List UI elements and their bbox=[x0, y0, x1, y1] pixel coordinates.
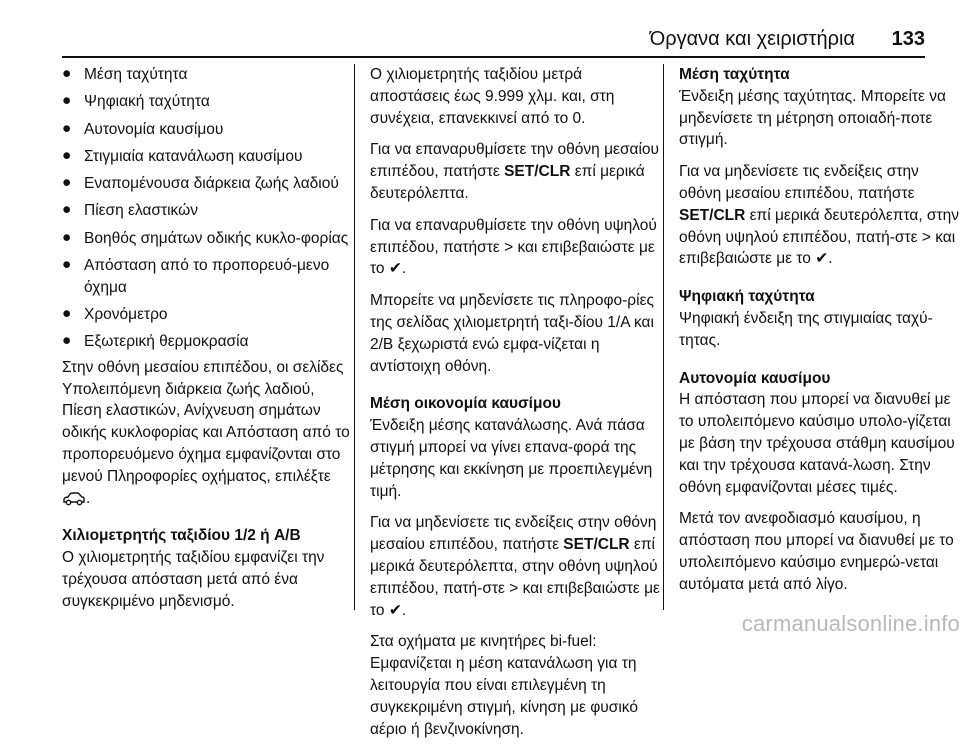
paragraph: Ψηφιακή ένδειξη της στιγμιαίας ταχύ-τητας. bbox=[679, 309, 933, 349]
column-3 bbox=[679, 64, 960, 606]
bullet-icon: ● bbox=[62, 201, 72, 219]
list-item: ● Εναπομένουσα διάρκεια ζωής λαδιού bbox=[62, 174, 339, 193]
section-heading: Μέση ταχύτητα bbox=[679, 66, 790, 83]
watermark: carmanualsonline.info bbox=[741, 611, 960, 636]
column-divider bbox=[354, 64, 355, 610]
list-item: ● Εξωτερική θερμοκρασία bbox=[62, 332, 249, 351]
paragraph: Για να μηδενίσετε τις ενδείξεις στην οθόνη μεσαίου επιπέδου, πατήστε SET/CLR επί μερικά δευτερόλεπτα, στην οθόνη υψηλού επιπέδου, πατή-στε > και επιβεβαιώστε με το ✔. bbox=[679, 163, 959, 268]
bullet-icon: ● bbox=[62, 305, 72, 323]
column-divider bbox=[663, 64, 664, 610]
page-number: 133 bbox=[891, 28, 925, 50]
set-clr-key-label: SET/CLR bbox=[504, 163, 571, 181]
bullet-icon: ● bbox=[62, 174, 72, 192]
section-heading: Χιλιομετρητής ταξιδίου 1/2 ή A/B bbox=[62, 527, 301, 545]
checkmark-icon: ✔ bbox=[388, 260, 402, 278]
list-item: ● Απόσταση από το προπορευό-μενο όχημα bbox=[62, 256, 330, 296]
info-pages-list bbox=[62, 64, 352, 353]
paragraph: Μετά τον ανεφοδιασμό καυσίμου, η απόσταση που μπορεί να διανυθεί με το υπολειπόμενο καύσιμο ενημερώ-νεται αυτόματα μετά από λίγο. bbox=[679, 510, 954, 593]
bullet-icon: ● bbox=[62, 92, 72, 110]
list-item: ● Χρονόμετρο bbox=[62, 305, 168, 324]
list-item: ● Ψηφιακή ταχύτητα bbox=[62, 92, 210, 111]
bullet-icon: ● bbox=[62, 146, 72, 164]
column-1 bbox=[62, 64, 352, 623]
page-title: Όργανα και χειριστήρια bbox=[649, 28, 855, 50]
section-heading: Αυτονομία καυσίμου bbox=[679, 369, 831, 387]
paragraph: Μπορείτε να μηδενίσετε τις πληροφο-ρίες της σελίδας χιλιομετρητή ταξι-δίου 1/A και 2/B ξεχωριστά ενώ εμφα-νίζεται η αντίστοιχη οθόνη. bbox=[370, 292, 654, 375]
page-header bbox=[0, 28, 925, 52]
chevron-right-icon: > bbox=[504, 238, 514, 256]
set-clr-key-label: SET/CLR bbox=[563, 536, 630, 554]
chevron-right-icon: > bbox=[921, 228, 931, 246]
checkmark-icon: ✔ bbox=[815, 250, 829, 268]
vehicle-info-icon bbox=[62, 492, 86, 506]
checkmark-icon: ✔ bbox=[388, 601, 402, 619]
bullet-icon: ● bbox=[62, 119, 72, 137]
chevron-right-icon: > bbox=[509, 579, 519, 597]
column-2 bbox=[370, 64, 662, 750]
bullet-icon: ● bbox=[62, 332, 72, 350]
paragraph: Ο χιλιομετρητής ταξιδίου μετρά αποστάσεις έως 9.999 χλμ. και, στη συνέχεια, επανεκκινεί από το 0. bbox=[370, 66, 615, 127]
section-heading: Μέση οικονομία καυσίμου bbox=[370, 395, 561, 413]
bullet-icon: ● bbox=[62, 256, 72, 274]
paragraph: Για να επαναρυθμίσετε την οθόνη υψηλού επιπέδου, πατήστε > και επιβεβαιώστε με το ✔. bbox=[370, 216, 657, 278]
set-clr-key-label: SET/CLR bbox=[679, 206, 746, 224]
paragraph: Για να επαναρυθμίσετε την οθόνη μεσαίου επιπέδου, πατήστε SET/CLR επί μερικά δευτερόλεπτα. bbox=[370, 141, 660, 202]
bullet-icon: ● bbox=[62, 65, 72, 82]
info-menu-paragraph: Στην οθόνη μεσαίου επιπέδου, οι σελίδες Υπολειπόμενη διάρκεια ζωής λαδιού, Πίεση ελαστικών, Ανίχνευση σημάτων οδικής κυκλοφορίας και Απόσταση από το προπορευόμενο όχημα εμφανίζονται στο μενού Πληροφορίες οχήματος, επιλέξτε . bbox=[62, 358, 350, 507]
list-item: ● Βοηθός σημάτων οδικής κυκλο-φορίας bbox=[62, 228, 349, 247]
bullet-icon: ● bbox=[62, 228, 72, 246]
header-divider bbox=[62, 56, 925, 58]
paragraph: Ένδειξη μέσης ταχύτητας. Μπορείτε να μηδενίσετε τη μέτρηση οποιαδή-ποτε στιγμή. bbox=[679, 87, 946, 149]
paragraph: Η απόσταση που μπορεί να διανυθεί με το υπολειπόμενο καύσιμο υπολο-γίζεται με βάση την τρέχουσα στάθμη καυσίμου και την τρέχουσα κατανά-λωση. Στην οθόνη εμφανίζονται μέσες τιμές. bbox=[679, 391, 955, 496]
list-item: ● Πίεση ελαστικών bbox=[62, 201, 198, 220]
paragraph: Ο χιλιομετρητής ταξιδίου εμφανίζει την τρέχουσα απόσταση μετά από ένα συγκεκριμένο μηδενισμό. bbox=[62, 549, 325, 610]
paragraph: Ένδειξη μέσης κατανάλωσης. Ανά πάσα στιγμή μπορεί να γίνει επανα-φορά της μέτρησης και εκκίνηση με προεπιλεγμένη τιμή. bbox=[370, 417, 653, 500]
section-heading: Ψηφιακή ταχύτητα bbox=[679, 288, 815, 306]
list-item: ● Μέση ταχύτητα bbox=[62, 65, 188, 83]
paragraph: Για να μηδενίσετε τις ενδείξεις στην οθόνη μεσαίου επιπέδου, πατήστε SET/CLR επί μερικά δευτερόλεπτα, στην οθόνη υψηλού επιπέδου, πατή-στε > και επιβεβαιώστε με το ✔. bbox=[370, 514, 660, 619]
paragraph: Στα οχήματα με κινητήρες bi-fuel: Εμφανίζεται η μέση κατανάλωση για τη λειτουργία που είναι επιλεγμένη τη συγκεκριμένη στιγμή, κίνηση με φυσικό αέριο ή βενζινοκίνηση. bbox=[370, 633, 638, 738]
list-item: ● Στιγμιαία κατανάλωση καυσίμου bbox=[62, 146, 303, 165]
list-item: ● Αυτονομία καυσίμου bbox=[62, 119, 224, 138]
